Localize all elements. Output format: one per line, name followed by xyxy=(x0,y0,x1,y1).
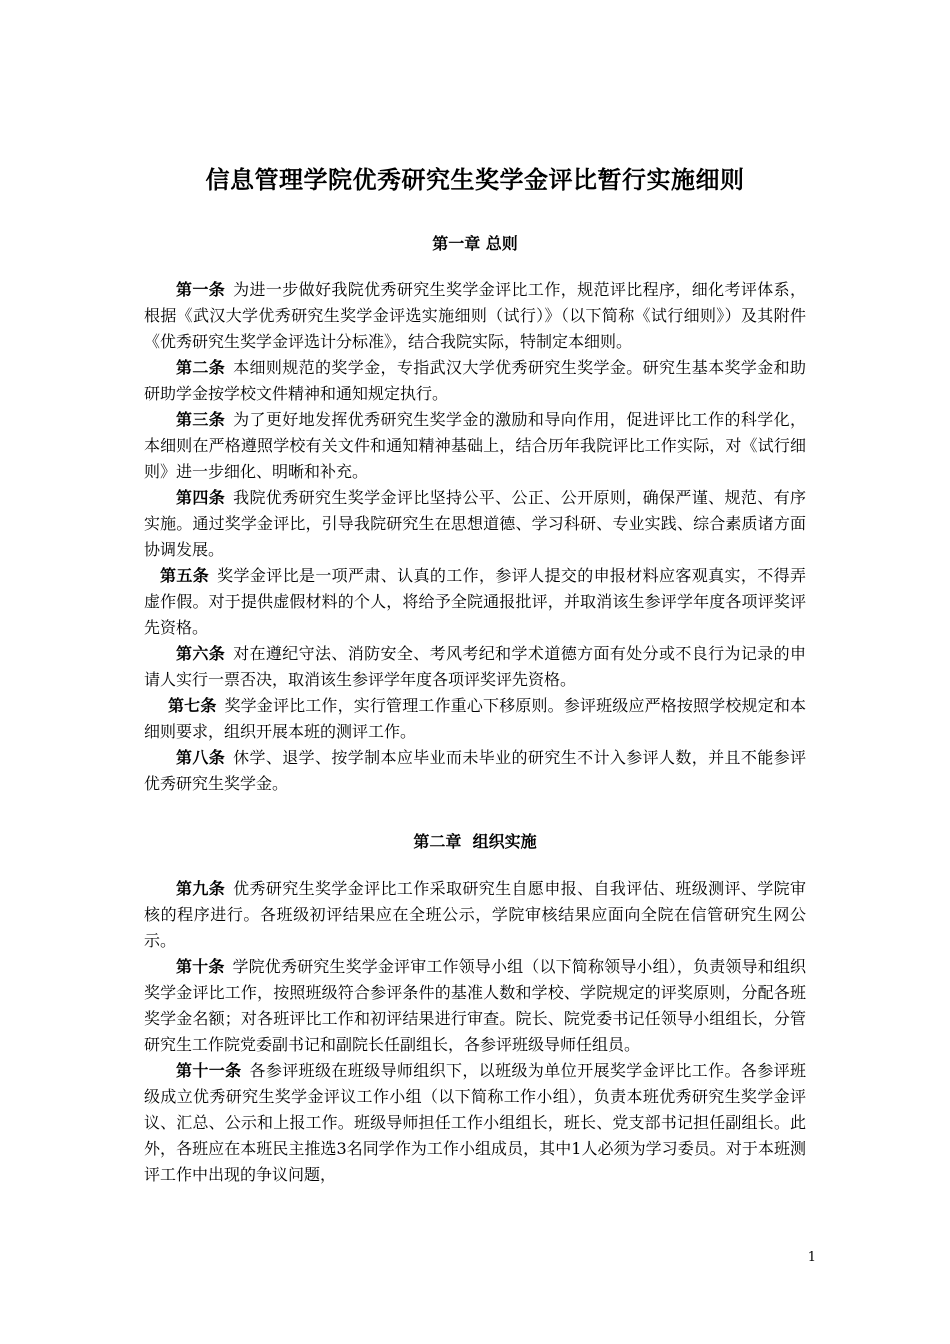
article-text: 休学、退学、按学制本应毕业而未毕业的研究生不计入参评人数，并且不能参评优秀研究生奖学金。 xyxy=(144,748,806,793)
article-text: 为进一步做好我院优秀研究生奖学金评比工作，规范评比程序，细化考评体系，根据《武汉大学优秀研究生奖学金评选实施细则（试行）》（以下简称《试行细则》）及其附件《优秀研究生奖学金评选计分标准》，结合我院实际，特制定本细则。 xyxy=(144,280,806,351)
article-label: 第十条 xyxy=(176,957,225,976)
article-paragraph xyxy=(144,876,806,954)
chapter-1-body xyxy=(144,277,806,797)
article-label: 第八条 xyxy=(176,748,226,767)
article-label: 第五条 xyxy=(160,566,210,585)
article-paragraph xyxy=(144,693,806,745)
article-label: 第一条 xyxy=(176,280,226,299)
article-text: 我院优秀研究生奖学金评比坚持公平、公正、公开原则，确保严谨、规范、有序实施。通过奖学金评比，引导我院研究生在思想道德、学习科研、专业实践、综合素质诸方面协调发展。 xyxy=(144,488,806,559)
article-text: 奖学金评比工作，实行管理工作重心下移原则。参评班级应严格按照学校规定和本细则要求，组织开展本班的测评工作。 xyxy=(144,696,806,741)
article-label: 第六条 xyxy=(176,644,226,663)
article-text: 本细则规范的奖学金，专指武汉大学优秀研究生奖学金。研究生基本奖学金和助研助学金按学校文件精神和通知规定执行。 xyxy=(144,358,806,403)
article-paragraph xyxy=(144,745,806,797)
article-label: 第四条 xyxy=(176,488,226,507)
article-text: 优秀研究生奖学金评比工作采取研究生自愿申报、自我评估、班级测评、学院审核的程序进行。各班级初评结果应在全班公示，学院审核结果应面向全院在信管研究生网公示。 xyxy=(144,879,806,950)
article-label: 第三条 xyxy=(176,410,226,429)
article-paragraph xyxy=(144,1058,806,1188)
article-text: 为了更好地发挥优秀研究生奖学金的激励和导向作用，促进评比工作的科学化，本细则在严格遵照学校有关文件和通知精神基础上，结合历年我院评比工作实际，对《试行细则》进一步细化、明晰和补充。 xyxy=(144,410,806,481)
article-text: 对在遵纪守法、消防安全、考风考纪和学术道德方面有处分或不良行为记录的申请人实行一票否决，取消该生参评学年度各项评奖评先资格。 xyxy=(144,644,806,689)
article-paragraph xyxy=(144,407,806,485)
article-text: 各参评班级在班级导师组织下，以班级为单位开展奖学金评比工作。各参评班级成立优秀研究生奖学金评议工作小组（以下简称工作小组），负责本班优秀研究生奖学金评议、汇总、公示和上报工作。班级导师担任工作小组组长，班长、党支部书记担任副组长。此外，各班应在本班民主推选3名同学作为工作小组成员，其中1人必须为学习委员。对于本班测评工作中出现的争议问题， xyxy=(144,1061,806,1184)
article-paragraph xyxy=(144,641,806,693)
article-label: 第十一条 xyxy=(176,1061,242,1080)
chapter-heading-1: 第一章 总则 xyxy=(432,234,518,253)
article-label: 第二条 xyxy=(176,358,226,377)
article-paragraph xyxy=(144,954,806,1058)
article-text: 奖学金评比是一项严肃、认真的工作，参评人提交的申报材料应客观真实，不得弄虚作假。对于提供虚假材料的个人，将给予全院通报批评，并取消该生参评学年度各项评奖评先资格。 xyxy=(144,566,806,637)
article-paragraph xyxy=(144,485,806,563)
chapter-2-body xyxy=(144,876,806,1188)
chapter-heading-2: 第二章 组织实施 xyxy=(413,832,537,851)
article-label: 第九条 xyxy=(176,879,226,898)
page-number: 1 xyxy=(807,1250,816,1265)
document-title: 信息管理学院优秀研究生奖学金评比暂行实施细则 xyxy=(205,166,745,194)
article-text: 学院优秀研究生奖学金评审工作领导小组（以下简称领导小组），负责领导和组织奖学金评比工作，按照班级符合参评条件的基准人数和学校、学院规定的评奖原则，分配各班奖学金名额；对各班评比工作和初评结果进行审查。院长、院党委书记任领导小组组长，分管研究生工作院党委副书记和副院长任副组长，各参评班级导师任组员。 xyxy=(144,957,806,1054)
article-label: 第七条 xyxy=(168,696,217,715)
article-paragraph xyxy=(144,355,806,407)
article-paragraph xyxy=(144,277,806,355)
article-paragraph xyxy=(144,563,806,641)
